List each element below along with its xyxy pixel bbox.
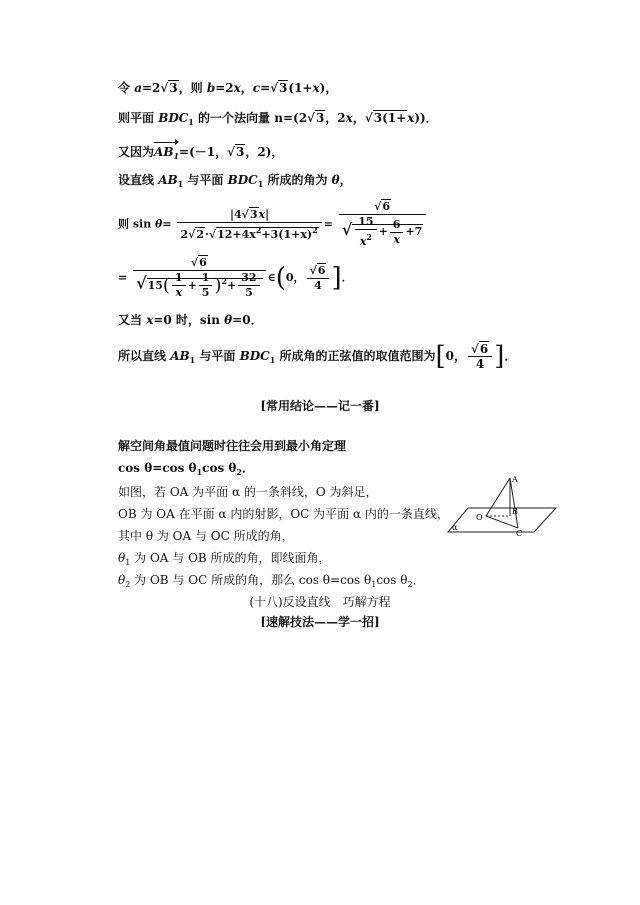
conclusion-para-1: 如图，若 OA 为平面 α 的一条斜线，O 为斜足， [118,485,378,499]
section-title-common-conclusion: [常用结论——记一番] [260,399,380,413]
section-title-quick-method: [速解技法——学一招] [260,615,380,629]
label-O: O [476,513,483,522]
solution-line-2: 则平面 $BDC_1$ 的一个法向量 n=(2√3，2x，√3(1+x))． [118,111,438,127]
solution-line-4: 设直线 $AB_1$ 与平面 $BDC_1$ 所成的角为 θ， [118,173,352,189]
conclusion-para-2: OB 为 OA 在平面 α 内的射影，OC 为平面 α 内的一条直线， [118,507,449,521]
conclusion-para-3: 其中 θ 为 OA 与 OC 所成的角， [118,529,294,543]
sqrt-symbol: √ [270,81,279,95]
fraction-sin-theta-1: $\frac{|4√3x|}{2√2\cdot√12+4x^2+3(1+x)^2}$ [177,208,321,242]
label-B: B [512,507,518,516]
solution-line-3: 又因为$AB_1=(-1$，√3，2)， [118,144,283,164]
conclusion-heading: 解空间角最值问题时往往会用到最小角定理 [118,439,347,453]
geometry-figure [446,472,558,540]
label-C: C [516,529,523,538]
label-A: A [512,475,518,484]
fraction-range: √6 √15( $\frac{1}{x}$ + $\frac{1}{5}$ )$^2$+ $\frac{32}{5}$ [133,256,266,300]
solution-line-6: = √6 √15( $\frac{1}{x}$ + $\frac{1}{5}$ )$^2$+ $\frac{32}{5}$ ∈(0， $\frac{√6}{4}$ ]． [118,256,353,299]
conclusion-formula: cos θ=cos $\theta_1\cos$ $\theta_2$． [118,461,254,477]
solution-line-7: 又当 x=0 时，sin θ=0． [118,313,263,327]
fraction-sin-theta-2: √6 √ $\frac{15}{x^2}$ + $\frac{6}{x}$ +7 [339,200,427,249]
sqrt-symbol: √ [307,111,315,125]
sqrt-symbol: √ [364,111,373,125]
conclusion-para-5: $\theta_2$ 为 OB 与 OC 所成的角，那么 cos θ=cos $\theta_1\cos$ $\theta_2$． [118,573,425,589]
section-title-reverse-line: (十八)反设直线 巧解方程 [249,595,391,609]
line-A-C [510,478,518,528]
sqrt-symbol: √ [227,145,236,159]
label-alpha: α [452,523,458,532]
plane-alpha [448,508,556,532]
line-OA [486,478,510,516]
solution-line-5: 则 sin θ= $\frac{|4√3x|}{2√2\cdot√12+4x^2+3(1+x)^2}$ = √6 √ $\frac{15}{x^2}$ + $\frac{6}{x}$ +7 [118,200,428,249]
vector-ab1: $AB_1$ [154,144,179,164]
solution-line-8: 所以直线 $AB_1$ 与平面 $BDC_1$ 所成角的正弦值的取值范围为[0， $\frac{√6}{4}$ ]． [118,341,517,372]
line-OC [486,516,518,528]
conclusion-para-4: $\theta_1$ 为 OA 与 OB 所成的角，即线面角， [118,551,331,567]
solution-line-1: 令 a=2√3，则 b=2x，c=√3(1+x)， [118,81,338,95]
sqrt-symbol: √ [160,81,169,95]
